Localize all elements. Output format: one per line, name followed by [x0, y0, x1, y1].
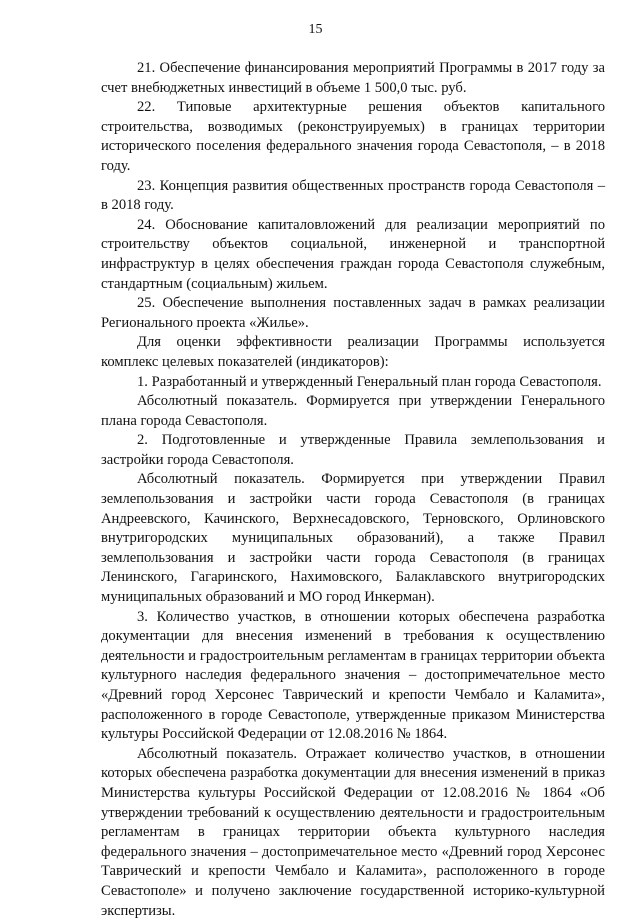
indicator-2-title: 2. Подготовленные и утвержденные Правила землепользования и застройки города Севастополя.	[101, 432, 605, 468]
document-body	[101, 59, 605, 921]
indicator-3-title: 3. Количество участков, в отношении которых обеспечена разработка документации для внесения изменений в требования к осуществлению деятельности и градостроительным регламентам в границах территории объекта культурного наследия федерального значения – достопримечательное место «Древний город Херсонес Таврический и крепости Чембало и Каламита», расположенного в городе Севастополе, утвержденные приказом Министерства культуры Российской Федерации от 12.08.2016 № 1864.	[101, 608, 605, 743]
indicator-3-description: Абсолютный показатель. Отражает количество участков, в отношении которых обеспечена разработка документации для внесения изменений в приказ Министерства культуры Российской Федерации от 12.08.2016 № 1864 «Об утверждении требований к осуществлению деятельности и градостроительным регламентам в границах территории объекта культурного наследия федерального значения – достопримечательное место «Древний город Херсонес Таврический и крепости Чембало и Каламита», расположенного в городе Севастополе» и получено заключение государственной историко-культурной экспертизы.	[101, 745, 605, 919]
paragraph-item-24: 24. Обоснование капиталовложений для реализации мероприятий по строительству объектов социальной, инженерной и транспортной инфраструктур в целях обеспечения граждан города Севастополя служебным, стандартным (социальным) жильем.	[101, 216, 605, 292]
page-number: 15	[308, 22, 323, 37]
paragraph-item-23: 23. Концепция развития общественных пространств города Севастополя – в 2018 году.	[101, 177, 605, 214]
indicators-intro: Для оценки эффективности реализации Программы используется комплекс целевых показателей (индикаторов):	[101, 334, 605, 370]
indicator-2-description: Абсолютный показатель. Формируется при утверждении Правил землепользования и застройки части города Севастополя (в границах Андреевского, Качинского, Верхнесадовского, Терновского, Орлиновского внутригородских муниципальных образований), а также Правил землепользования и застройки части города Севастополя (в границах Ленинского, Гагаринского, Нахимовского, Балаклавского внутригородских муниципальных образований и МО город Инкерман).	[101, 471, 605, 606]
indicator-1-description: Абсолютный показатель. Формируется при утверждении Генерального плана города Севастополя.	[101, 393, 605, 429]
paragraph-item-21: 21. Обеспечение финансирования мероприятий Программы в 2017 году за счет внебюджетных инвестиций в объеме 1 500,0 тыс. руб.	[101, 60, 605, 96]
indicator-1-title: 1. Разработанный и утвержденный Генеральный план города Севастополя.	[137, 373, 602, 390]
paragraph-item-25: 25. Обеспечение выполнения поставленных задач в рамках реализации Регионального проекта «Жилье».	[101, 295, 605, 331]
paragraph-item-22: 22. Типовые архитектурные решения объектов капитального строительства, возводимых (реконструируемых) в границах территории исторического поселения федерального значения города Севастополя, – в 2018 году.	[101, 99, 605, 174]
